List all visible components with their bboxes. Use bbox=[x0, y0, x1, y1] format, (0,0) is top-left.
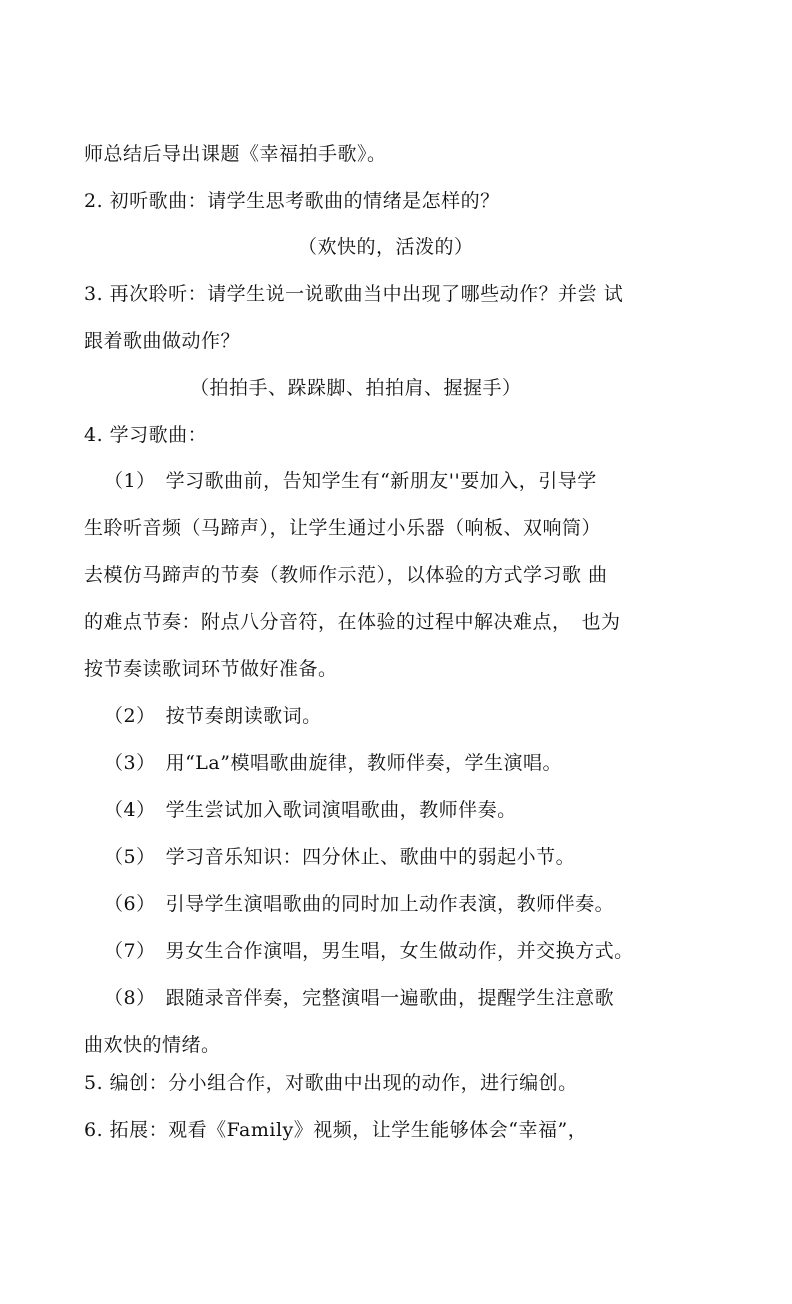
text-line: 跟着歌曲做动作？ bbox=[84, 330, 241, 352]
text-line: 按节奏读歌词环节做好准备。 bbox=[84, 658, 338, 680]
section-2-initial-listening: 2. 初听歌曲：请学生思考歌曲的情绪是怎样的？ bbox=[84, 190, 500, 212]
step-8: （8） 跟随录音伴奏，完整演唱一遍歌曲，提醒学生注意歌 bbox=[104, 987, 615, 1009]
section-3-listen-again: 3. 再次聆听：请学生说一说歌曲当中出现了哪些动作？并尝 试 bbox=[84, 283, 624, 305]
step-4: （4） 学生尝试加入歌词演唱歌曲，教师伴奏。 bbox=[104, 799, 517, 821]
answer-mood: （欢快的，活泼的） bbox=[298, 236, 474, 258]
section-4-learn-song: 4. 学习歌曲： bbox=[84, 424, 208, 446]
step-6: （6） 引导学生演唱歌曲的同时加上动作表演，教师伴奏。 bbox=[104, 893, 615, 915]
text-line: 去模仿马蹄声的节奏（教师作示范），以体验的方式学习歌 曲 bbox=[84, 564, 608, 586]
text-line: 生聆听音频（马蹄声），让学生通过小乐器（响板、双响筒） bbox=[84, 517, 602, 539]
text-line: 曲欢快的情绪。 bbox=[84, 1034, 221, 1056]
step-1: （1） 学习歌曲前，告知学生有“新朋友''要加入，引导学 bbox=[104, 470, 597, 492]
text-line: 的难点节奏：附点八分音符，在体验的过程中解决难点， 也为 bbox=[84, 611, 621, 633]
step-2: （2） 按节奏朗读歌词。 bbox=[104, 705, 322, 727]
step-7: （7） 男女生合作演唱，男生唱，女生做动作，并交换方式。 bbox=[104, 940, 634, 962]
section-6-extend: 6. 拓展：观看《Family》视频，让学生能够体会“幸福”， bbox=[84, 1119, 588, 1141]
answer-actions: （拍拍手、跺跺脚、拍拍肩、握握手） bbox=[190, 377, 522, 399]
text-line: 师总结后导出课题《幸福拍手歌》。 bbox=[84, 143, 387, 165]
step-5: （5） 学习音乐知识：四分休止、歌曲中的弱起小节。 bbox=[104, 846, 576, 868]
step-3: （3） 用“La”模唱歌曲旋律，教师伴奏，学生演唱。 bbox=[104, 752, 562, 774]
section-5-create: 5. 编创：分小组合作，对歌曲中出现的动作，进行编创。 bbox=[84, 1072, 578, 1094]
